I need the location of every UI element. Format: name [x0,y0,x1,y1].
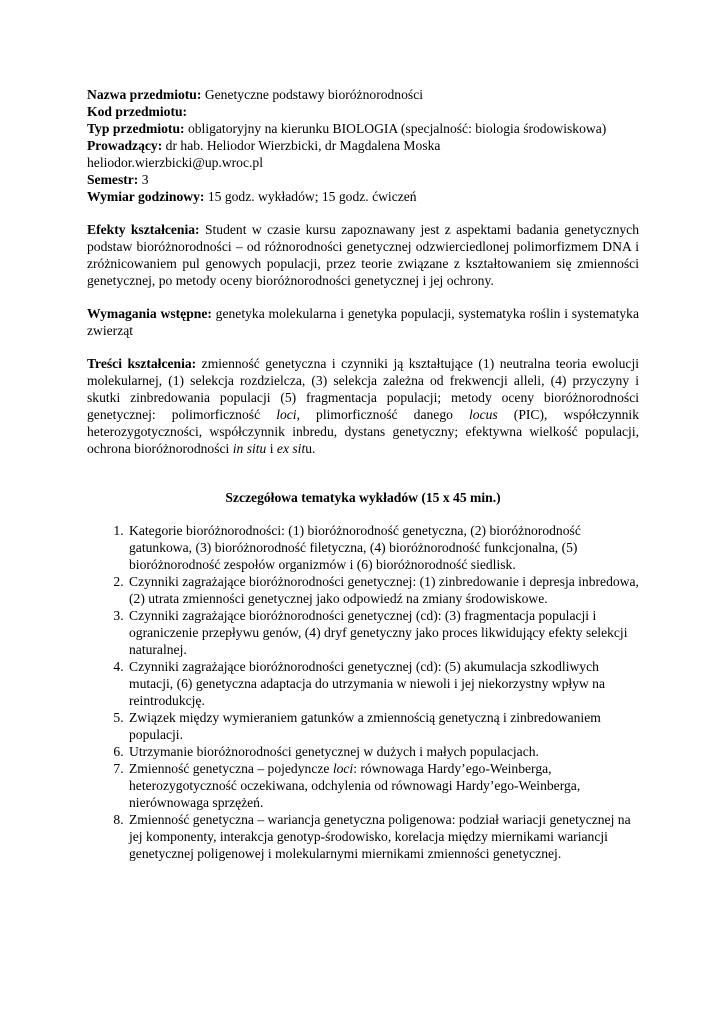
semester-label: Semestr: [87,172,139,187]
list-item: 1. Kategorie bioróżnorodności: (1) bioróżnorodność genetyczna, (2) bioróżnorodność gatunkowa, (3) bioróżnorodność filetyczna, (4) bioróżnorodność funkcjonalna, (5) bioróżnorodność zespołów organizmów i (6) bioróżnorodność siedlisk. [127,522,639,573]
lectures-list [87,522,639,862]
semester-value: 3 [141,172,149,187]
list-item: 4. Czynniki zagrażające bioróżnorodności genetycznej (cd): (5) akumulacja szkodliwych mutacji, (6) genetyczna adaptacja do utrzymania w niewoli i jej niekorzystny wpływ na reintrodukcję. [127,658,639,709]
subject-name-value: Genetyczne podstawy bioróżnorodności [204,87,424,102]
lecturer-email: heliodor.wierzbicki@up.wroc.pl [87,155,263,170]
hours-label: Wymiar godzinowy: [87,189,205,204]
lecturers-value: dr hab. Heliodor Wierzbicki, dr Magdalena Moska [165,138,441,153]
list-item: 3. Czynniki zagrażające bioróżnorodności genetycznej (cd): (3) fragmentacja populacji i ograniczenie przepływu genów, (4) dryf genetyczny jako proces likwidujący efekty selekcji naturalnej. [127,607,639,658]
document-page [87,86,639,862]
content-text-1: zmienność genetyczna i czynniki ją kształtujące (1) neutralna teoria ewolucji molekularnej, (1) selekcja rozdzielcza, (3) selekcja zależna od frekwencji alleli, (4) przyczyny i skutki zinbredowania populacji (5) fragmentacja populacji; metody oceny bioróżnorodności genetycznej: polimorficzność [87,356,639,422]
content-italic-locus: locus [469,407,498,422]
subject-code-field [87,103,639,120]
content-italic-loci: loci [276,407,297,422]
content-text-5: u. [305,441,316,456]
list-item [127,760,639,811]
subject-type-field [87,120,639,137]
content-text-3: (PIC), współczynnik heterozygotyczności, współczynnik inbredu, dystans genetyczny; efektywna wielkość populacji, ochrona bioróżnorodności [87,407,639,456]
subject-name-label: Nazwa przedmiotu: [87,87,202,102]
spacer [87,205,639,221]
list-item: 2. Czynniki zagrażające bioróżnorodności genetycznej: (1) zinbredowanie i depresja inbredowa, (2) utrata zmienności genetycznej jako odpowiedź na zmiany środowiskowe. [127,573,639,607]
hours-value: 15 godz. wykładów; 15 godz. ćwiczeń [207,189,417,204]
content-paragraph [87,355,639,457]
subject-type-value: obligatoryjny na kierunku BIOLOGIA (specjalność: biologia środowiskowa) [187,121,607,136]
hours-field [87,188,639,205]
spacer [87,457,639,473]
prerequisites-paragraph [87,305,639,339]
list-item: 5. Związek między wymieraniem gatunków a zmiennością genetyczną i zinbredowaniem populacji. [127,709,639,743]
learning-outcomes-label: Efekty kształcenia: [87,222,200,237]
subject-name-field [87,86,639,103]
spacer [87,506,639,522]
content-text-4: i [266,441,277,456]
content-label: Treści kształcenia: [87,356,197,371]
learning-outcomes-text: Student w czasie kursu zapoznawany jest z aspektami badania genetycznych podstaw bioróżnorodności – od różnorodności genetycznej odzwierciedlonej polimorfizmem DNA i zróżnicowaniem pul genowych populacji, przez teorie związane z kształtowaniem się zmienności genetycznej, po metody oceny bioróżnorodności genetycznej i jej ochrony. [87,222,639,288]
lectures-title: Szczegółowa tematyka wykładów (15 x 45 min.) [225,490,501,505]
subject-code-label: Kod przedmiotu: [87,104,188,119]
learning-outcomes-paragraph [87,221,639,289]
list-item-italic-loci: loci [332,761,354,776]
content-text-2: , plimorficzność danego [296,407,470,422]
prerequisites-label: Wymagania wstępne: [87,306,212,321]
list-item: 8. Zmienność genetyczna – wariancja genetyczna poligenowa: podział wariacji genetycznej na jej komponenty, interakcja genotyp-środowisko, korelacja między miernikami wariancji genetycznej poligenowej i molekularnymi miernikami zmienności genetycznej. [127,811,639,862]
list-item-text: Zmienność genetyczna – pojedyncze [129,761,333,776]
spacer [87,339,639,355]
prerequisites-text: genetyka molekularna i genetyka populacji, systematyka roślin i systematyka zwierząt [87,306,639,338]
content-italic-ex-situ: ex sit [276,441,306,456]
content-italic-in-situ: in situ [232,441,267,456]
list-item-text: : równowaga Hardy’ego-Weinberga, heterozygotyczność oczekiwana, odchylenia od równowagi Hardy’ego-Weinberga, nierównowaga sprzężeń. [129,761,581,810]
lecturers-label: Prowadzący: [87,138,163,153]
semester-field [87,171,639,188]
subject-type-label: Typ przedmiotu: [87,121,185,136]
spacer [87,473,639,489]
spacer [87,289,639,305]
lecturers-field [87,137,639,154]
list-item: 6. Utrzymanie bioróżnorodności genetycznej w dużych i małych populacjach. [127,743,639,760]
